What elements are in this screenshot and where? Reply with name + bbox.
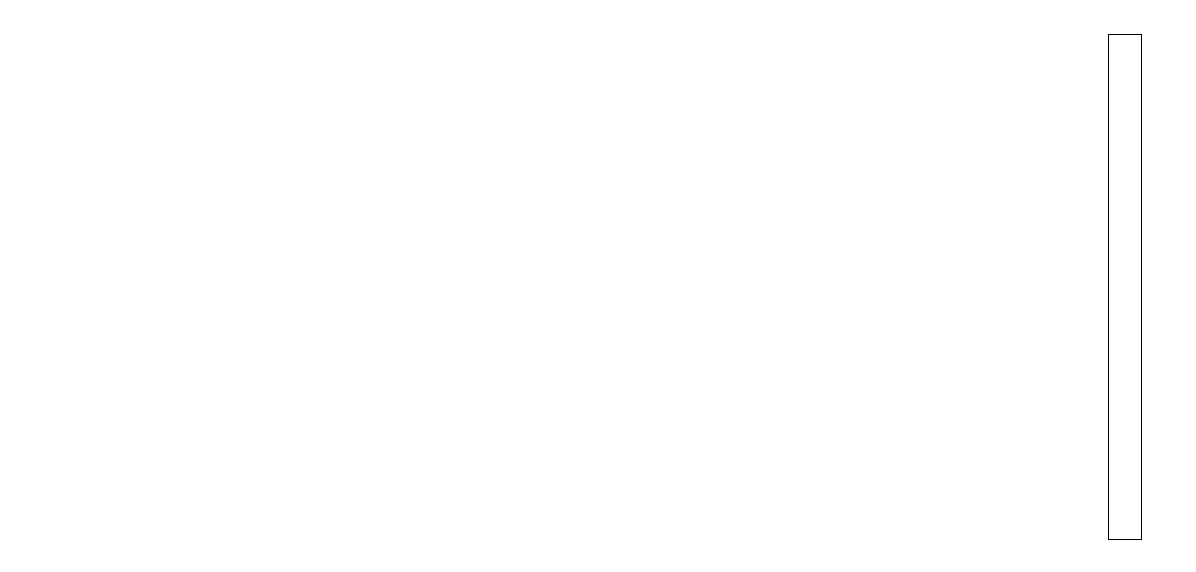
colorbar [1108,34,1142,540]
